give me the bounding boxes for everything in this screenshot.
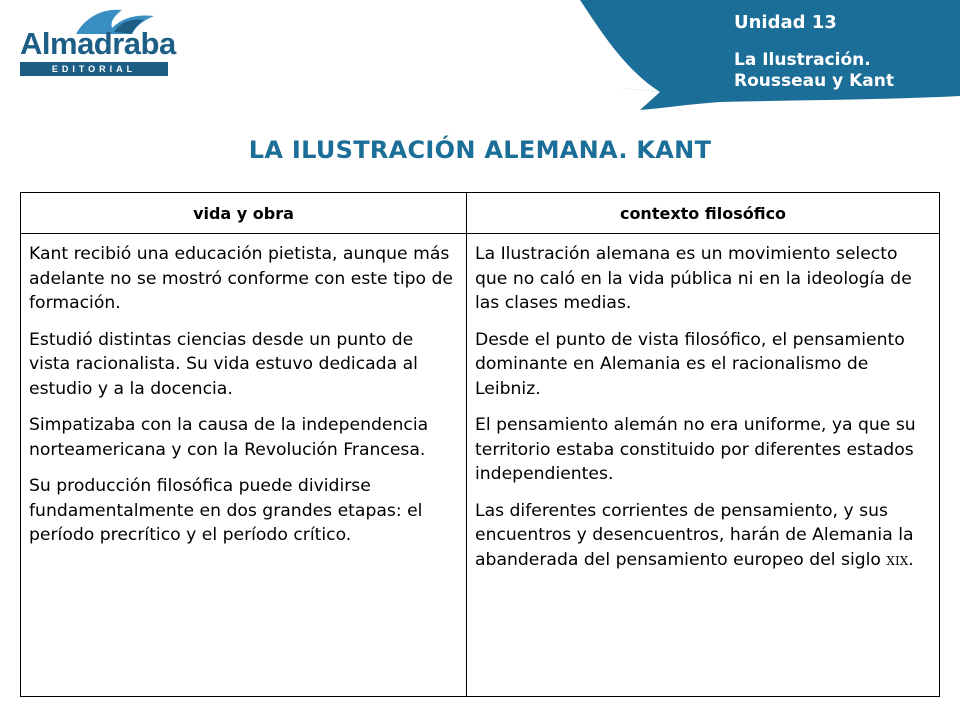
paragraph-text: Las diferentes corrientes de pensamiento, y sus encuentros y desencuentros, harán de Alemania la abanderada del pensamiento europeo del siglo: [475, 500, 914, 570]
paragraph: Desde el punto de vista filosófico, el pensamiento dominante en Alemania es el racionalismo de Leibniz.: [475, 329, 905, 399]
vida-obra-cell: [21, 234, 467, 697]
period: .: [908, 549, 914, 570]
paragraph: Simpatizaba con la causa de la independencia norteamericana y con la Revolución Francesa.: [29, 415, 429, 460]
logo-wordmark: Almadraba: [20, 26, 176, 61]
column-header-vida-obra: vida y obra: [21, 193, 467, 234]
logo-subtitle: EDITORIAL: [51, 64, 137, 74]
paragraph: Kant recibió una educación pietista, aunque más adelante no se mostró conforme con este tipo de formación.: [29, 244, 453, 313]
paragraph: Estudió distintas ciencias desde un punto de vista racionalista. Su vida estuvo dedicada al estudio y a la docencia.: [29, 329, 418, 399]
table-header-row: [21, 193, 940, 234]
contexto-cell: [467, 234, 940, 697]
unit-label: Unidad 13: [734, 12, 837, 33]
paragraph: El pensamiento alemán no era uniforme, ya que su territorio estaba constituido por diferentes estados independientes.: [475, 415, 916, 484]
century-numeral: xix: [886, 549, 909, 570]
content-table: [20, 192, 940, 697]
unit-topic: La Ilustración. Rousseau y Kant: [734, 50, 895, 91]
table-row: [21, 234, 940, 697]
paragraph: Su producción filosófica puede dividirse fundamentalmente en dos grandes etapas: el período precrítico y el período crítico.: [29, 476, 423, 545]
almadraba-logo: [14, 6, 176, 76]
paragraph: [475, 499, 931, 573]
paragraph: La Ilustración alemana es un movimiento selecto que no caló en la vida pública ni en la ideología de las clases medias.: [475, 244, 912, 313]
column-header-contexto: contexto filosófico: [467, 193, 940, 234]
page-title: LA ILUSTRACIÓN ALEMANA. KANT: [248, 136, 712, 164]
